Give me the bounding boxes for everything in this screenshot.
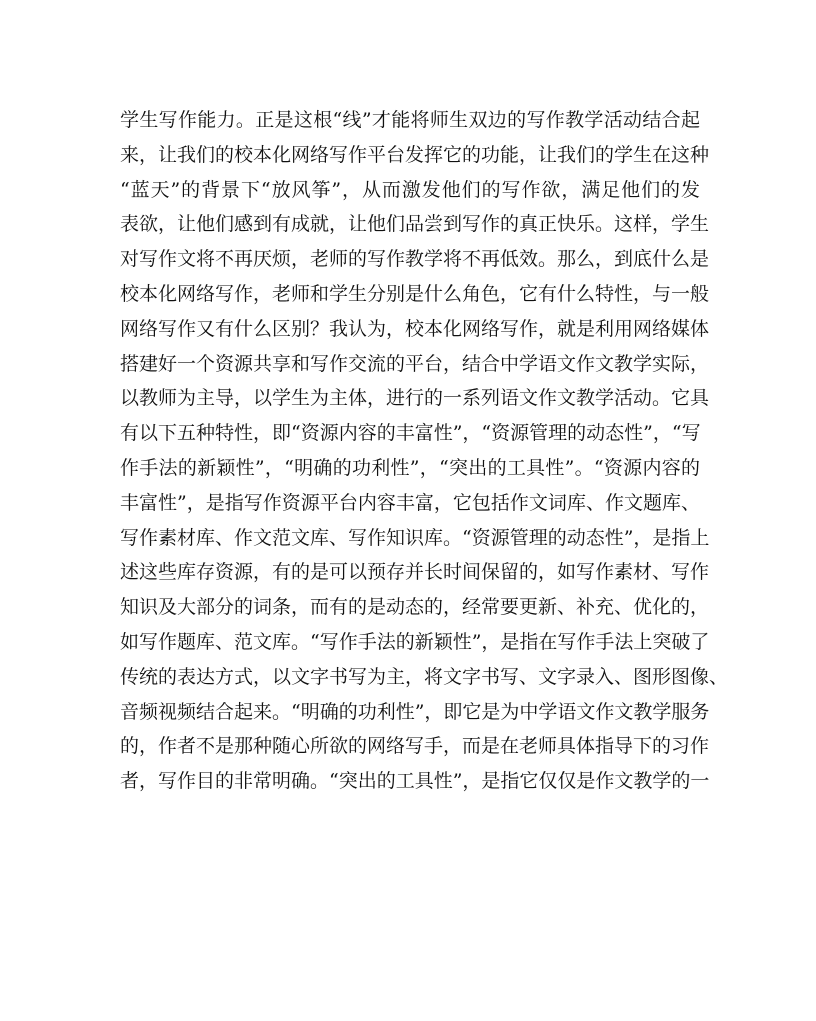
text-line: 知识及大部分的词条，而有的是动态的，经常要更新、补充、优化的，	[120, 596, 710, 619]
text-line: 作手法的新颖性”，“明确的功利性”，“突出的工具性”。“资源内容的	[120, 456, 700, 479]
text-line: “蓝天”的背景下“放风筝”，从而激发他们的写作欲，满足他们的发	[120, 178, 700, 201]
text-line: 表欲，让他们感到有成就，让他们品尝到写作的真正快乐。这样，学生	[120, 213, 710, 236]
text-line: 的，作者不是那种随心所欲的网络写手，而是在老师具体指导下的习作	[120, 735, 710, 758]
text-line: 以教师为主导，以学生为主体，进行的一系列语文作文教学活动。它具	[120, 387, 710, 410]
text-line: 音频视频结合起来。“明确的功利性”，即它是为中学语文作文教学服务	[120, 700, 710, 723]
text-line: 学生写作能力。正是这根“线”才能将师生双边的写作教学活动结合起	[120, 109, 700, 131]
text-line: 者，写作目的非常明确。“突出的工具性”，是指它仅仅是作文教学的一	[120, 770, 710, 793]
text-line: 述这些库存资源，有的是可以预存并长时间保留的，如写作素材、写作	[120, 561, 710, 584]
text-line: 有以下五种特性，即“资源内容的丰富性”，“资源管理的动态性”，“写	[120, 422, 701, 445]
text-line: 校本化网络写作，老师和学生分别是什么角色，它有什么特性，与一般	[120, 282, 710, 305]
text-line: 来，让我们的校本化网络写作平台发挥它的功能，让我们的学生在这种	[120, 143, 710, 166]
text-line: 对写作文将不再厌烦，老师的写作教学将不再低效。那么，到底什么是	[120, 248, 710, 271]
text-line: 写作素材库、作文范文库、写作知识库。“资源管理的动态性”，是指上	[120, 526, 710, 549]
text-line: 搭建好一个资源共享和写作交流的平台，结合中学语文作文教学实际，	[120, 352, 710, 375]
text-line: 网络写作又有什么区别？我认为，校本化网络写作，就是利用网络媒体	[120, 317, 710, 340]
body-paragraph	[120, 103, 729, 799]
text-line: 传统的表达方式，以文字书写为主，将文字书写、文字录入、图形图像、	[120, 665, 729, 688]
text-line: 如写作题库、范文库。“写作手法的新颖性”，是指在写作手法上突破了	[120, 630, 710, 653]
text-line: 丰富性”，是指写作资源平台内容丰富，它包括作文词库、作文题库、	[120, 491, 700, 514]
